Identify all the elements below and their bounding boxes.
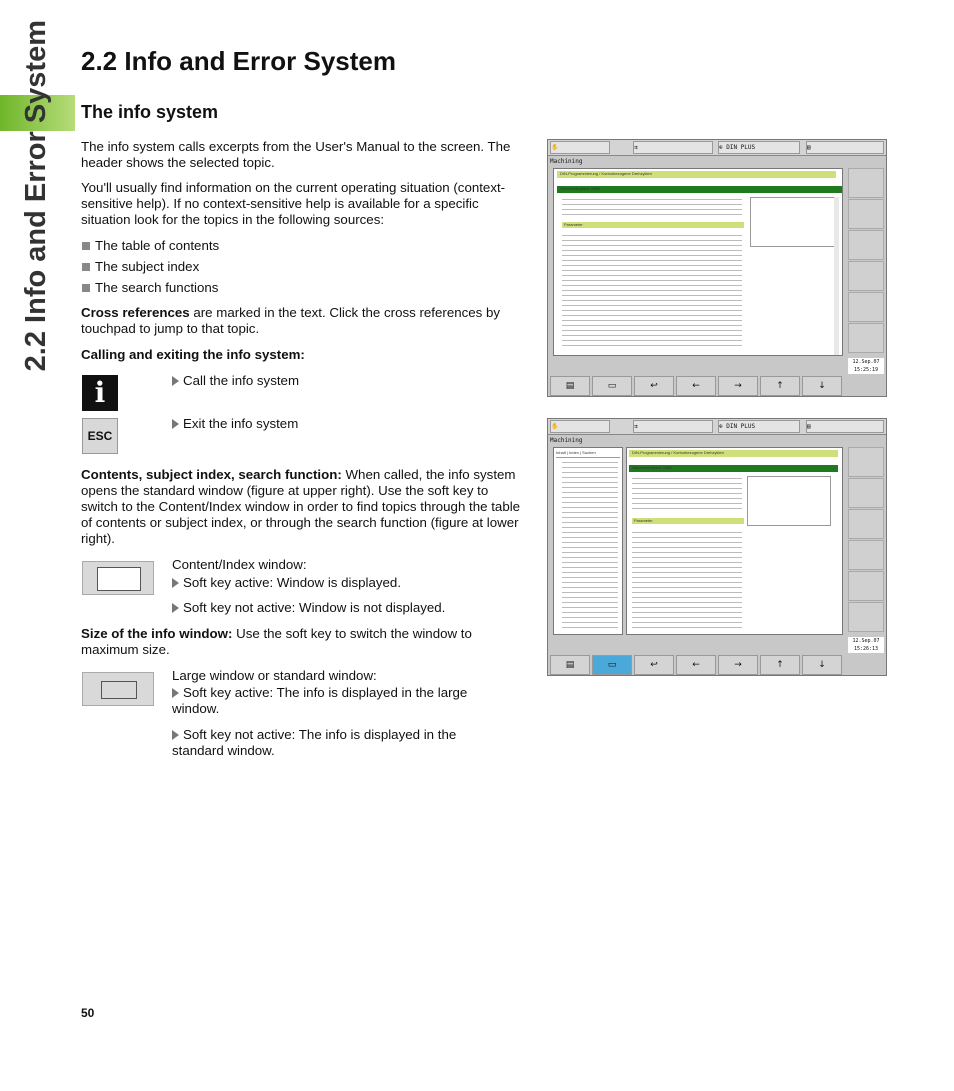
topic-title: Stechdrehzyklus G869	[557, 186, 842, 193]
exit-info-text: Exit the info system	[172, 416, 298, 432]
vertical-softkeys	[848, 168, 884, 356]
hand-icon: ✋	[550, 420, 610, 433]
ci-active-text: Soft key active: Window is displayed.	[172, 575, 401, 591]
contour-graphic	[750, 197, 836, 247]
call-info-text: Call the info system	[172, 373, 299, 389]
back-softkey[interactable]: ↩	[634, 376, 674, 396]
tree-tabs: Inhalt | Index | Suchen	[556, 450, 620, 458]
content-index-softkey[interactable]: ▤	[550, 655, 590, 675]
screen-top-bar	[548, 140, 886, 156]
section-title: The info system	[81, 102, 219, 122]
contour-graphic	[747, 476, 831, 526]
right-arrow-icon[interactable]: →	[718, 655, 758, 675]
vertical-softkeys	[848, 447, 884, 635]
tab-din-plus: ⊕ DIN PLUS	[718, 420, 800, 433]
bottom-softkeys	[548, 655, 886, 675]
content-tree	[553, 447, 623, 635]
screen-top-bar	[548, 419, 886, 435]
scrollbar[interactable]	[834, 197, 839, 355]
bottom-softkeys	[548, 376, 886, 396]
large-window-softkey[interactable]: ▭	[592, 376, 632, 396]
list-item: The table of contents	[82, 238, 219, 253]
info-window	[553, 168, 843, 356]
large-window-softkey-icon[interactable]	[82, 672, 154, 706]
right-arrow-icon[interactable]: →	[718, 376, 758, 396]
list-item: The subject index	[82, 259, 199, 274]
topic-header: DIN-Programmierung / Konturbezogene Drehzyklen	[557, 171, 836, 178]
intro-paragraph: The info system calls excerpts from the User's Manual to the screen. The header shows the selected topic.	[81, 139, 511, 170]
page-up-icon[interactable]: ↑	[760, 376, 800, 396]
program-icon: ⇉	[633, 141, 713, 154]
list-item: The search functions	[82, 280, 218, 295]
content-index-softkey-icon[interactable]	[82, 561, 154, 595]
info-key-icon[interactable]: i	[82, 375, 118, 411]
calling-heading: Calling and exiting the info system:	[81, 347, 305, 362]
page-title: 2.2 Info and Error System	[81, 46, 396, 76]
ci-title: Content/Index window:	[172, 557, 307, 572]
left-arrow-icon[interactable]: ←	[676, 655, 716, 675]
side-chapter-title: 2.2 Info and Error System	[20, 20, 52, 372]
size-paragraph: Size of the info window: Use the soft key to switch the window to maximum size.	[81, 626, 472, 657]
clock: 12.Sep.07 15:25:19	[848, 358, 884, 374]
lw-active-text: Soft key active: The info is displayed in the large window.	[172, 685, 512, 717]
save-icon: ▤	[806, 141, 884, 154]
mode-label: Machining	[550, 158, 583, 165]
large-window-softkey-active[interactable]: ▭	[592, 655, 632, 675]
topic-title: Stechdrehzyklus G869	[629, 465, 838, 472]
back-softkey[interactable]: ↩	[634, 655, 674, 675]
ci-inactive-text: Soft key not active: Window is not displayed.	[172, 600, 445, 616]
tab-din-plus: ⊕ DIN PLUS	[718, 141, 800, 154]
program-icon: ⇉	[633, 420, 713, 433]
page-down-icon[interactable]: ↓	[802, 376, 842, 396]
page-number: 50	[81, 1006, 95, 1020]
info-window	[626, 447, 843, 635]
context-paragraph: You'll usually find information on the current operating situation (context-sensitive help). If no context-sensitive help is available for a specific situation look for the topics in the following sources:	[81, 180, 506, 227]
screenshot-content-index-window	[547, 418, 887, 676]
hand-icon: ✋	[550, 141, 610, 154]
param-header: Parameter	[632, 518, 744, 524]
save-icon: ▤	[806, 420, 884, 433]
page-down-icon[interactable]: ↓	[802, 655, 842, 675]
lw-title: Large window or standard window:	[172, 668, 377, 683]
topic-header: DIN-Programmierung / Konturbezogene Drehzyklen	[629, 450, 838, 457]
param-header: Parameter	[562, 222, 744, 228]
esc-key-icon[interactable]: ESC	[82, 418, 118, 454]
screenshot-standard-window	[547, 139, 887, 397]
content-index-softkey[interactable]: ▤	[550, 376, 590, 396]
left-arrow-icon[interactable]: ←	[676, 376, 716, 396]
contents-paragraph: Contents, subject index, search function: When called, the info system opens the standard window (figure at upper right). Use the soft key to switch to the Content/Index window in order to find topics through the table of contents or subject index, or through the search function (figure at lower right).	[81, 467, 521, 546]
lw-inactive-text: Soft key not active: The info is displayed in the standard window.	[172, 727, 502, 759]
page-up-icon[interactable]: ↑	[760, 655, 800, 675]
mode-label: Machining	[550, 437, 583, 444]
clock: 12.Sep.07 15:26:13	[848, 637, 884, 653]
cross-references-paragraph: Cross references are marked in the text. Click the cross references by touchpad to jump to that topic.	[81, 305, 501, 336]
